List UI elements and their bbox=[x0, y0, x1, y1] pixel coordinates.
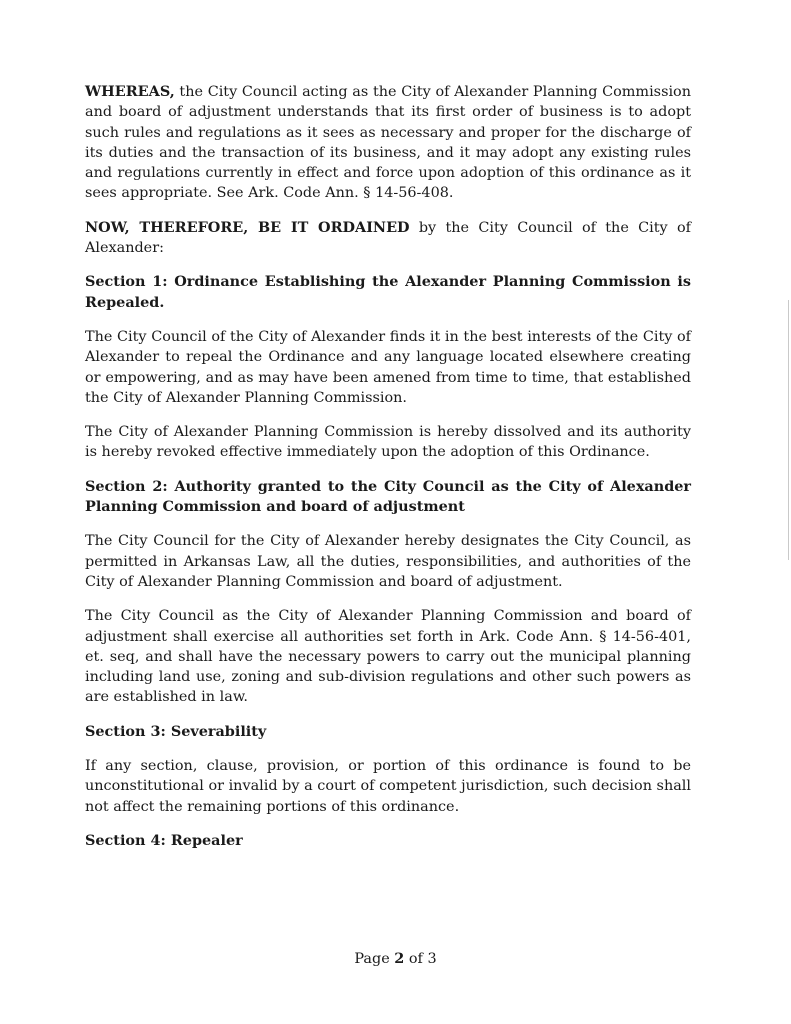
page-total: 3 bbox=[427, 951, 437, 967]
section-1-heading: Section 1: Ordinance Establishing the Alexander Planning Commission is Repealed. bbox=[85, 273, 691, 311]
section-2-heading: Section 2: Authority granted to the City Council as the City of Alexander Planning Commission and board of adjustment bbox=[85, 477, 691, 516]
whereas-paragraph bbox=[85, 82, 691, 204]
section-3-heading: Section 3: Severability bbox=[85, 722, 267, 740]
section-1-paragraph-1: The City Council of the City of Alexander finds it in the best interests of the City of Alexander to repeal the Ordinance and any language located elsewhere creating or empowering, and as may have been amened from time to time, that established the City of Alexander Planning Commission. bbox=[85, 328, 691, 406]
page-prefix: Page bbox=[354, 951, 395, 967]
section-1-paragraph-2: The City of Alexander Planning Commission is hereby dissolved and its authority is hereby revoked effective immediately upon the adoption of this Ordinance. bbox=[85, 424, 691, 461]
page-current: 2 bbox=[394, 950, 405, 967]
whereas-lead: WHEREAS, bbox=[85, 83, 175, 100]
ordained-text: by the City Council of the City of Alexander: bbox=[85, 219, 691, 257]
section-4-heading: Section 4: Repealer bbox=[85, 831, 243, 849]
document-body bbox=[85, 82, 691, 851]
section-2-paragraph-1: The City Council for the City of Alexander hereby designates the City Council, as permitted in Arkansas Law, all the duties, responsibilities, and authorities of the City of Alexander Planning Commission and board of adjustment. bbox=[85, 533, 691, 590]
ordained-paragraph bbox=[85, 218, 691, 259]
section-3-paragraph-1: If any section, clause, provision, or portion of this ordinance is found to be unconstitutional or invalid by a court of competent jurisdiction, such decision shall not affect the remaining portions of this ordinance. bbox=[85, 758, 691, 815]
scan-edge-mark bbox=[788, 300, 789, 560]
section-2-paragraph-2: The City Council as the City of Alexander Planning Commission and board of adjustment shall exercise all authorities set forth in Ark. Code Ann. § 14-56-401, et. seq, and shall have the necessary powers to carry out the municipal planning including land use, zoning and sub-division regulations and other such powers as are established in law. bbox=[85, 608, 691, 706]
whereas-text: the City Council acting as the City of Alexander Planning Commission and board of adjustment understands that its first order of business is to adopt such rules and regulations as it sees as necessary and proper for the discharge of its duties and the transaction of its business, and it may adopt any existing rules and regulations currently in effect and force upon adoption of this ordinance as it sees appropriate. See Ark. Code Ann. § 14-56-408. bbox=[85, 84, 691, 202]
page-middle: of bbox=[404, 951, 428, 967]
page-number bbox=[0, 950, 791, 967]
ordained-lead: NOW, THEREFORE, BE IT ORDAINED bbox=[85, 218, 410, 236]
